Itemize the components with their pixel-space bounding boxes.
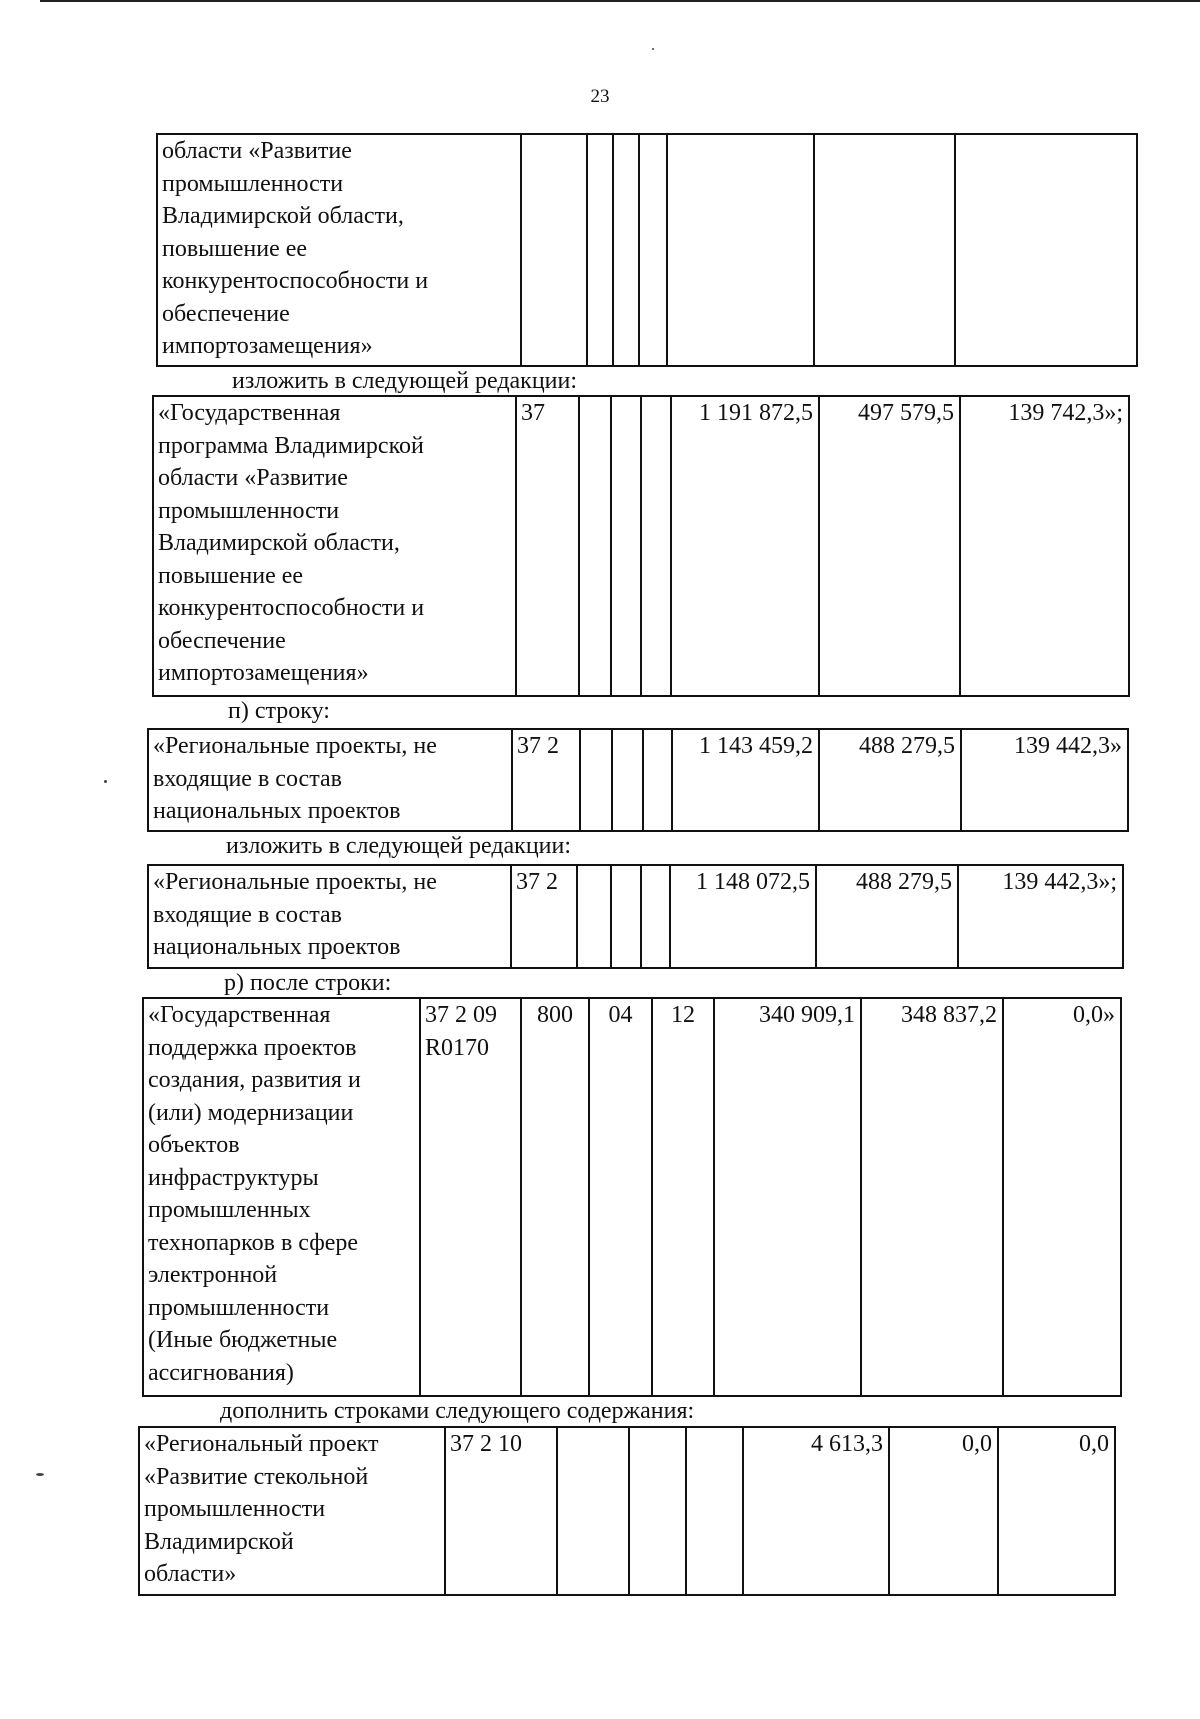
subsection-cell: 12 xyxy=(652,998,714,1396)
budget-table-fragment-6 xyxy=(138,1426,1116,1596)
amount-cell-3: 139 442,3»; xyxy=(958,865,1123,968)
amount-cell-3: 139 442,3» xyxy=(961,729,1128,831)
target-article-line-2: R0170 xyxy=(425,1034,490,1061)
target-article-line-1: 37 2 09 xyxy=(425,1002,497,1028)
table-row xyxy=(148,865,1123,968)
row-name: «Государственная программа Владимирской области «Развитие промышленности Владимирской области, повышение ее конкурентоспособности и обеспечение импортозамещения» xyxy=(153,396,516,696)
section-cell xyxy=(629,1427,686,1595)
amount-cell-2: 488 279,5 xyxy=(816,865,958,968)
instruction-text: р) после строки: xyxy=(224,970,392,996)
amount-cell-3: 0,0 xyxy=(998,1427,1115,1595)
expense-type-cell: 800 xyxy=(521,998,589,1396)
section-cell xyxy=(613,134,639,366)
table-row xyxy=(143,998,1121,1396)
budget-table-fragment-3 xyxy=(147,728,1129,832)
amount-cell-2: 488 279,5 xyxy=(819,729,961,831)
expense-type-cell xyxy=(587,134,613,366)
row-name: «Региональный проект «Развитие стекольной промышленности Владимирской области» xyxy=(139,1427,445,1595)
table-row xyxy=(153,396,1129,696)
amount-cell-3 xyxy=(955,134,1137,366)
amount-cell-2: 348 837,2 xyxy=(861,998,1003,1396)
expense-type-cell xyxy=(557,1427,629,1595)
scan-speck xyxy=(36,1473,44,1476)
instruction-text: изложить в следующей редакции: xyxy=(232,368,578,394)
instruction-text: дополнить строками следующего содержания: xyxy=(220,1398,695,1424)
scan-top-edge xyxy=(40,0,1200,2)
budget-table-fragment-4 xyxy=(147,864,1124,969)
target-article-cell xyxy=(521,134,587,366)
amount-cell-2: 0,0 xyxy=(889,1427,998,1595)
instruction-text: п) строку: xyxy=(228,698,330,724)
table-row xyxy=(148,729,1128,831)
subsection-cell xyxy=(641,396,671,696)
target-article-cell: 37 2 xyxy=(512,729,580,831)
row-name: «Региональные проекты, не входящие в состав национальных проектов xyxy=(148,729,512,831)
target-article-cell: 37 2 10 xyxy=(445,1427,557,1595)
table-row xyxy=(157,134,1137,366)
scan-speck xyxy=(652,48,654,50)
section-cell xyxy=(611,865,641,968)
amount-cell-2 xyxy=(814,134,955,366)
amount-cell-1 xyxy=(667,134,814,366)
amount-cell-1: 4 613,3 xyxy=(743,1427,889,1595)
row-name: «Государственная поддержка проектов создания, развития и (или) модернизации объектов инфраструктуры промышленных технопарков в сфере электронной промышленности (Иные бюджетные ассигнования) xyxy=(143,998,420,1396)
row-name: области «Развитие промышленности Владимирской области, повышение ее конкурентоспособности и обеспечение импортозамещения» xyxy=(157,134,521,366)
amount-cell-3: 139 742,3»; xyxy=(960,396,1129,696)
budget-table-fragment-5 xyxy=(142,997,1122,1397)
section-cell xyxy=(612,729,643,831)
budget-table-fragment-1 xyxy=(156,133,1138,367)
section-cell: 04 xyxy=(589,998,652,1396)
subsection-cell xyxy=(641,865,670,968)
amount-cell-1: 1 191 872,5 xyxy=(671,396,819,696)
page-number: 23 xyxy=(590,86,610,107)
target-article-cell: 37 xyxy=(516,396,579,696)
amount-cell-1: 1 148 072,5 xyxy=(670,865,816,968)
amount-cell-3: 0,0» xyxy=(1003,998,1121,1396)
budget-table-fragment-2 xyxy=(152,395,1130,697)
target-article-cell: 37 2 xyxy=(511,865,577,968)
section-cell xyxy=(611,396,641,696)
row-name: «Региональные проекты, не входящие в состав национальных проектов xyxy=(148,865,511,968)
amount-cell-2: 497 579,5 xyxy=(819,396,960,696)
subsection-cell xyxy=(643,729,672,831)
expense-type-cell xyxy=(577,865,611,968)
instruction-text: изложить в следующей редакции: xyxy=(226,833,572,859)
table-row xyxy=(139,1427,1115,1595)
scan-speck xyxy=(104,780,107,783)
amount-cell-1: 1 143 459,2 xyxy=(672,729,819,831)
subsection-cell xyxy=(639,134,667,366)
subsection-cell xyxy=(686,1427,743,1595)
target-article-cell xyxy=(420,998,521,1396)
expense-type-cell xyxy=(580,729,612,831)
expense-type-cell xyxy=(579,396,611,696)
amount-cell-1: 340 909,1 xyxy=(714,998,861,1396)
